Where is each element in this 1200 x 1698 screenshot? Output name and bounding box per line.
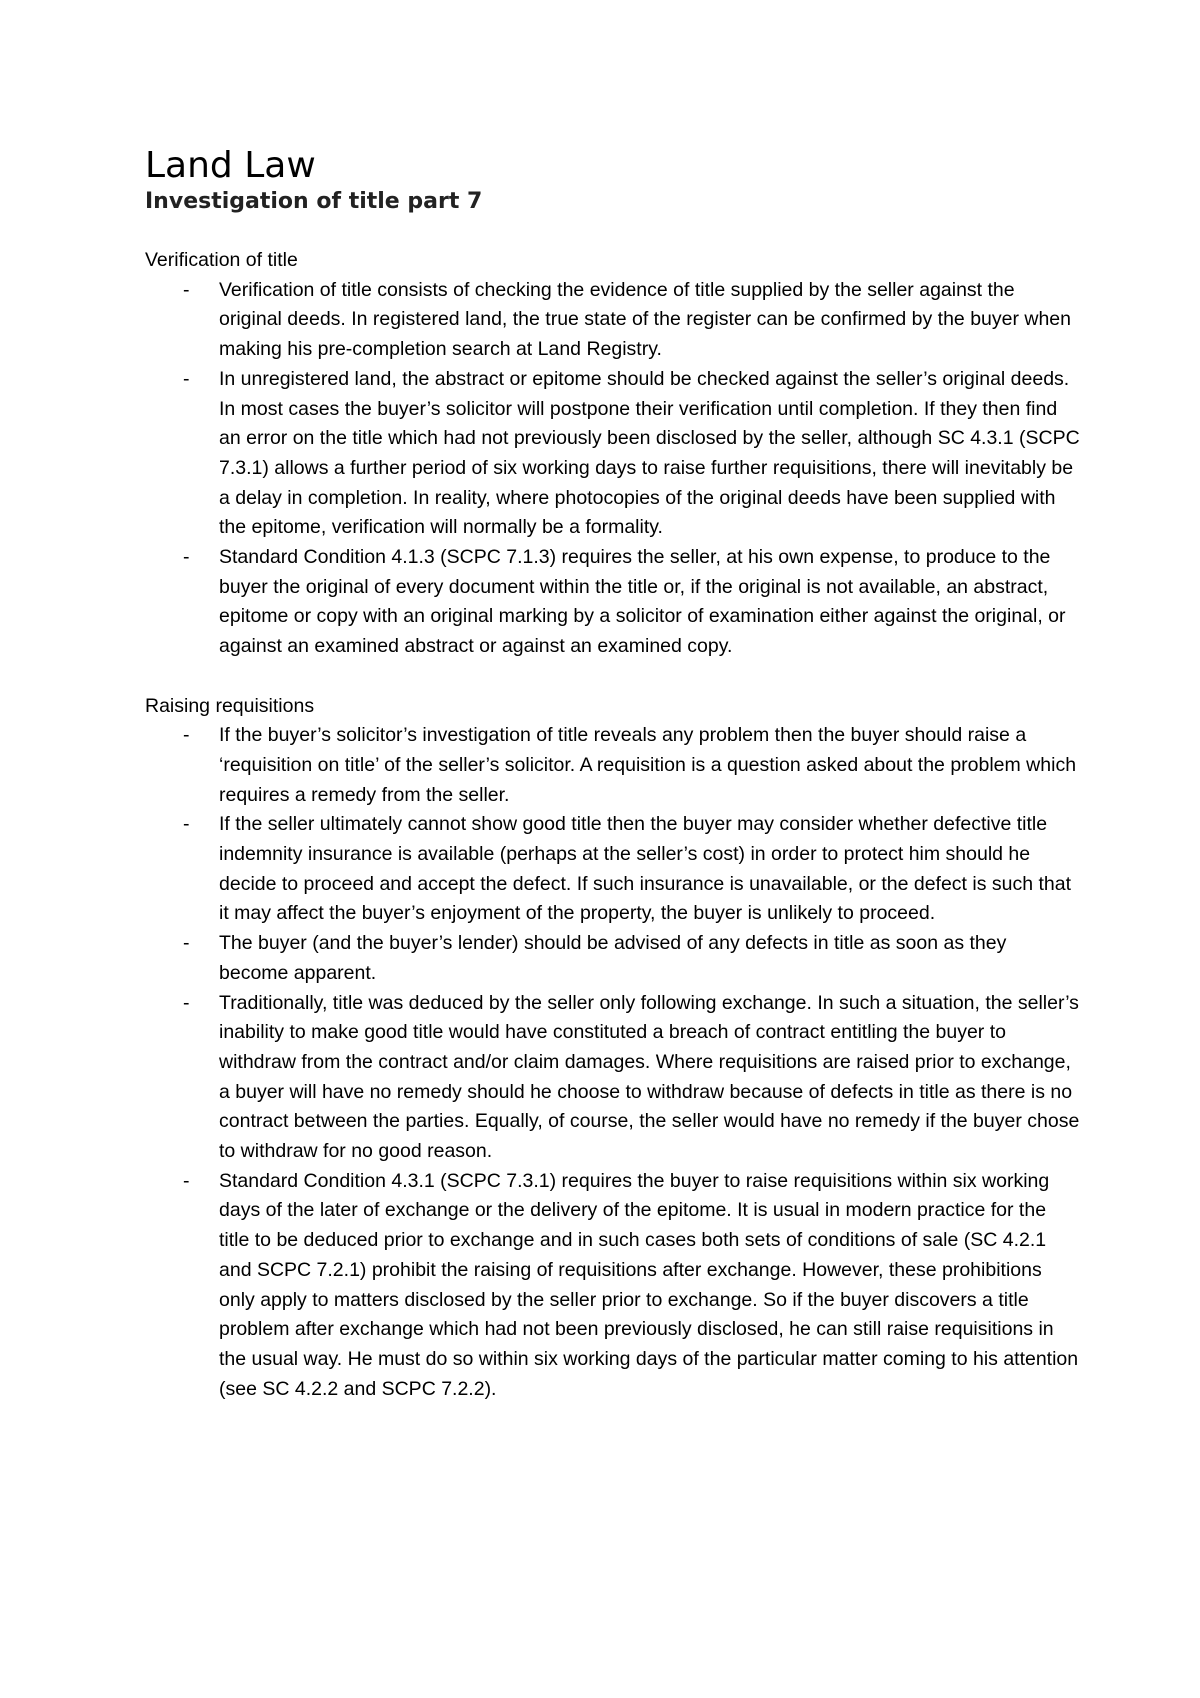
bullet-marker: - <box>183 1169 190 1192</box>
section-spacer <box>145 662 1080 692</box>
list-item <box>145 721 1080 810</box>
list-item <box>145 929 1080 988</box>
bullet-marker: - <box>183 932 190 955</box>
section-heading: Raising requisitions <box>145 694 315 717</box>
document-subtitle: Investigation of title part 7 <box>145 189 483 214</box>
list-item-text: Verification of title consists of checking the evidence of title supplied by the seller against the original deeds. In registered land, the true state of the register can be confirmed by the buyer when making his pre-completion search at Land Registry. <box>219 278 1072 361</box>
bullet-marker: - <box>183 278 190 301</box>
list-item-text: If the seller ultimately cannot show good title then the buyer may consider whether defective title indemnity insurance is available (perhaps at the seller’s cost) in order to protect him should he decide to proceed and accept the defect. If such insurance is unavailable, or the defect is such that it may affect the buyer’s enjoyment of the property, the buyer is unlikely to proceed. <box>219 813 1072 925</box>
list-item <box>145 989 1080 1167</box>
bullet-list <box>145 721 1080 1404</box>
list-item-text: The buyer (and the buyer’s lender) should be advised of any defects in title as soon as they become apparent. <box>219 932 1007 984</box>
list-item <box>145 276 1080 365</box>
section-raising-requisitions <box>145 692 1080 1405</box>
list-item <box>145 543 1080 662</box>
document-body <box>145 246 1080 1404</box>
list-item <box>145 1167 1080 1405</box>
list-item-text: If the buyer’s solicitor’s investigation of title reveals any problem then the buyer should raise a ‘requisition on title’ of the seller’s solicitor. A requisition is a question asked about the problem which requires a remedy from the seller. <box>219 724 1077 806</box>
list-item <box>145 810 1080 929</box>
bullet-marker: - <box>183 546 190 569</box>
list-item-text: Standard Condition 4.3.1 (SCPC 7.3.1) requires the buyer to raise requisitions within six working days of the later of exchange or the delivery of the epitome. It is usual in modern practice for the title to be deduced prior to exchange and in such cases both sets of conditions of sale (SC 4.2.1 and SCPC 7.2.1) prohibit the raising of requisitions after exchange. However, these prohibitions only apply to matters disclosed by the seller prior to exchange. So if the buyer discovers a title problem after exchange which had not been previously disclosed, he can still raise requisitions in the usual way. He must do so within six working days of the particular matter coming to his attention (see SC 4.2.2 and SCPC 7.2.2). <box>219 1169 1079 1400</box>
section-heading: Verification of title <box>145 249 298 271</box>
list-item-text: Standard Condition 4.1.3 (SCPC 7.1.3) requires the seller, at his own expense, to produce to the buyer the original of every document within the title or, if the original is not available, an abstract, epitome or copy with an original marking by a solicitor of examination either against the original, or against an examined abstract or against an examined copy. <box>219 546 1066 658</box>
section-verification-of-title <box>145 246 1080 662</box>
document-title: Land Law <box>145 145 316 186</box>
list-item-text: In unregistered land, the abstract or epitome should be checked against the seller’s original deeds. In most cases the buyer’s solicitor will postpone their verification until completion. If they then find an error on the title which had not previously been disclosed by the seller, although SC 4.3.1 (SCPC 7.3.1) allows a further period of six working days to raise further requisitions, there will inevitably be a delay in completion. In reality, where photocopies of the original deeds have been supplied with the epitome, verification will normally be a formality. <box>219 367 1080 539</box>
list-item <box>145 365 1080 543</box>
bullet-marker: - <box>183 724 190 747</box>
list-item-text: Traditionally, title was deduced by the seller only following exchange. In such a situation, the seller’s inability to make good title would have constituted a breach of contract entitling the buyer to withdraw from the contract and/or claim damages. Where requisitions are raised prior to exchange, a buyer will have no remedy should he choose to withdraw because of defects in title as there is no contract between the parties. Equally, of course, the seller would have no remedy if the buyer chose to withdraw for no good reason. <box>219 991 1080 1163</box>
bullet-list <box>145 276 1080 662</box>
bullet-marker: - <box>183 991 190 1014</box>
bullet-marker: - <box>183 813 190 836</box>
bullet-marker: - <box>183 367 190 390</box>
